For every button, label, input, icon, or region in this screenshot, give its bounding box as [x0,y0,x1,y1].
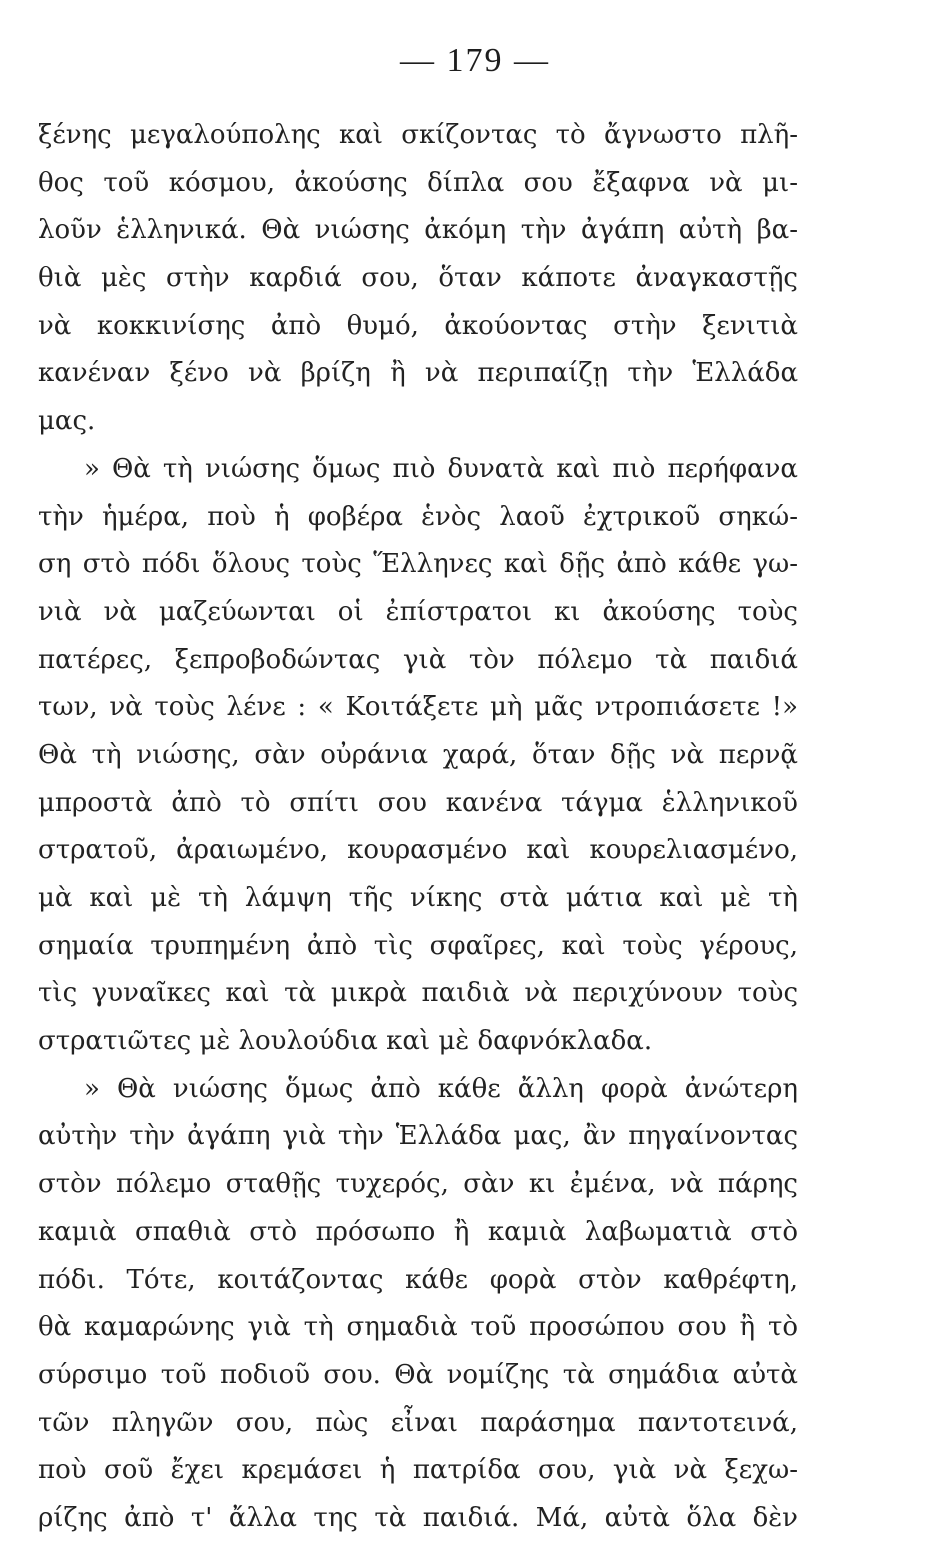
text-line: στρατοῦ, ἀραιωμένο, κουρασμένο καὶ κουρελιασμένο, [38,835,798,866]
text-line: των, νὰ τοὺς λένε : « Κοιτάξετε μὴ μᾶς ντροπιάσετε !» [38,692,798,723]
text-line: λοῦν ἑλληνικά. Θὰ νιώσης ἀκόμη τὴν ἀγάπη αὐτὴ βα- [38,215,798,246]
text-line: ξένης μεγαλούπολης καὶ σκίζοντας τὸ ἄγνωστο πλῆ- [38,120,798,150]
text-line: κανέναν ξένο νὰ βρίζη ἢ νὰ περιπαίζῃ τὴν Ἑλλάδα [38,358,798,389]
text-line: τὶς γυναῖκες καὶ τὰ μικρὰ παιδιὰ νὰ περιχύνουν τοὺς [38,978,798,1009]
text-line: θιὰ μὲς στὴν καρδιά σου, ὅταν κάποτε ἀναγκαστῇς [38,263,798,294]
text-line: πατέρες, ξεπροβοδώντας γιὰ τὸν πόλεμο τὰ παιδιά [38,644,798,675]
text-line: καμιὰ σπαθιὰ στὸ πρόσωπο ἢ καμιὰ λαβωματιὰ στὸ [38,1216,798,1247]
text-line: ρίζης ἀπὸ τ' ἄλλα της τὰ παιδιά. Μά, αὐτὰ ὅλα δὲν [38,1502,798,1533]
text-line: νὰ κοκκινίσης ἀπὸ θυμό, ἀκούοντας στὴν ξενιτιὰ [38,310,798,341]
page-number-header: — 179 — [400,42,550,79]
text-line: τῶν πληγῶν σου, πὼς εἶναι παράσημα παντοτεινά, [38,1407,798,1438]
text-line: μὰ καὶ μὲ τὴ λάμψη τῆς νίκης στὰ μάτια καὶ μὲ τὴ [38,883,798,913]
text-line: θος τοῦ κόσμου, ἀκούσης δίπλα σου ἔξαφνα νὰ μι- [38,167,798,198]
text-line: » Θὰ τὴ νιώσης ὅμως πιὸ δυνατὰ καὶ πιὸ περήφανα [84,453,798,484]
text-line: ση στὸ πόδι ὅλους τοὺς Ἕλληνες καὶ δῇς ἀπὸ κάθε γω- [38,549,798,580]
text-line: νιὰ νὰ μαζεύωνται οἱ ἐπίστρατοι κι ἀκούσης τοὺς [38,596,798,627]
text-line: ποὺ σοῦ ἔχει κρεμάσει ἡ πατρίδα σου, γιὰ νὰ ξεχω- [38,1455,798,1486]
text-line: σημαία τρυπημένη ἀπὸ τὶς σφαῖρες, καὶ τοὺς γέρους, [38,930,798,961]
text-line: σύρσιμο τοῦ ποδιοῦ σου. Θὰ νομίζης τὰ σημάδια αὐτὰ [38,1359,798,1390]
text-line: μπροστὰ ἀπὸ τὸ σπίτι σου κανένα τάγμα ἑλληνικοῦ [38,787,798,818]
text-line: στρατιῶτες μὲ λουλούδια καὶ μὲ δαφνόκλαδα. [38,1026,653,1057]
text-line: μας. [38,406,96,437]
text-line: Θὰ τὴ νιώσης, σὰν οὐράνια χαρά, ὅταν δῇς νὰ περνᾷ [38,739,798,770]
body-text [38,112,798,1543]
text-line: στὸν πόλεμο σταθῇς τυχερός, σὰν κι ἐμένα, νὰ πάρης [38,1169,798,1200]
text-line: αὐτὴν τὴν ἀγάπη γιὰ τὴν Ἑλλάδα μας, ἂν πηγαίνοντας [38,1121,798,1152]
text-line: πόδι. Τότε, κοιτάζοντας κάθε φορὰ στὸν καθρέφτη, [38,1264,798,1295]
text-line: » Θὰ νιώσης ὅμως ἀπὸ κάθε ἄλλη φορὰ ἀνώτερη [84,1073,798,1104]
text-line: θὰ καμαρώνης γιὰ τὴ σημαδιὰ τοῦ προσώπου σου ἢ τὸ [38,1312,798,1343]
text-line: τὴν ἡμέρα, ποὺ ἡ φοβέρα ἑνὸς λαοῦ ἐχτρικοῦ σηκώ- [38,501,798,532]
